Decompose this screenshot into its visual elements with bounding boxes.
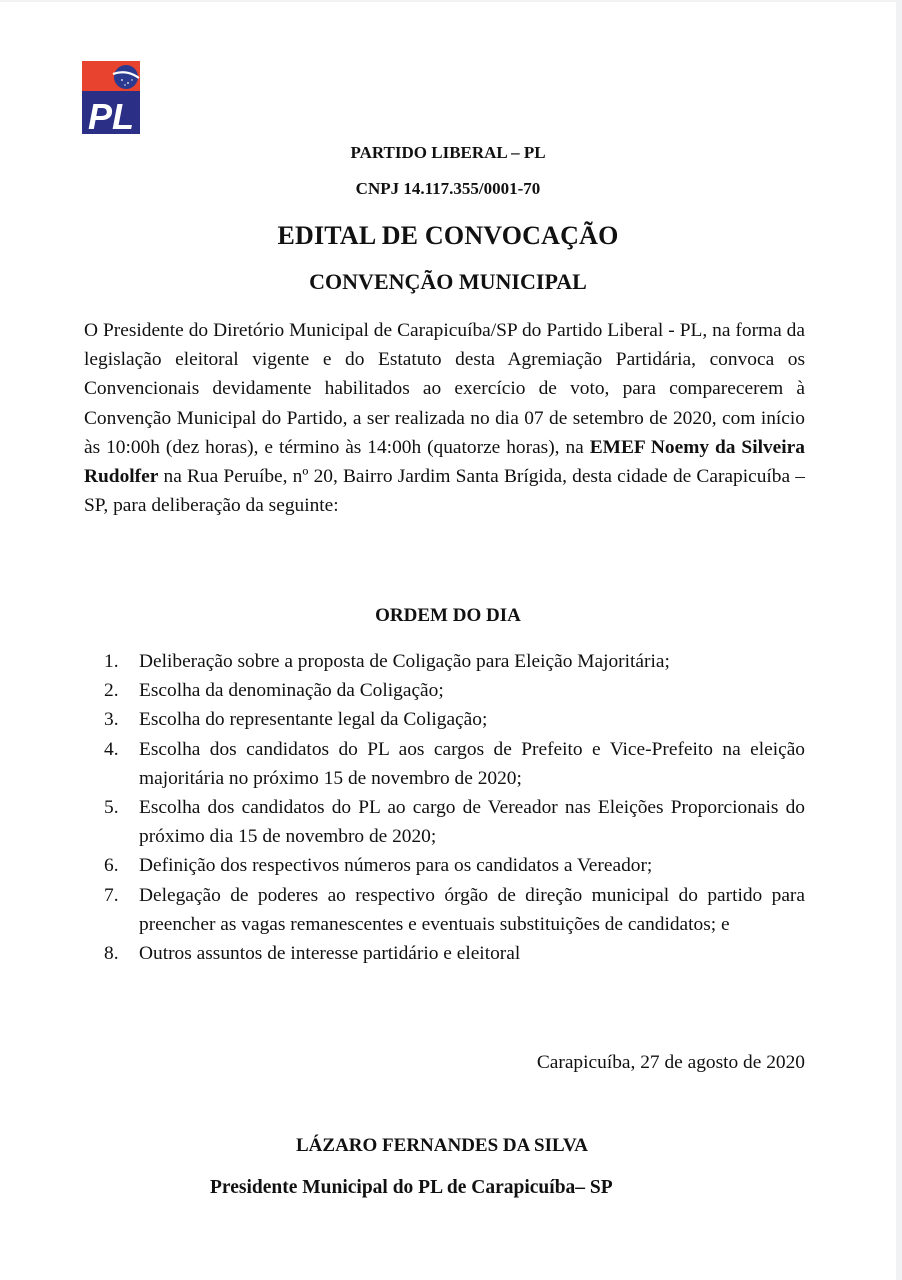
agenda-item (104, 851, 805, 880)
agenda-item-text: Definição dos respectivos números para os candidatos a Vereador; (139, 855, 653, 877)
agenda-title: ORDEM DO DIA (375, 605, 521, 626)
venue-name: EMEF Noemy da Silveira Rudolfer (84, 436, 805, 488)
agenda-item (104, 793, 805, 851)
document-title: EDITAL DE CONVOCAÇÃO (277, 221, 619, 250)
cnpj: CNPJ 14.117.355/0001-70 (355, 179, 541, 198)
agenda-item (104, 647, 805, 676)
paragraph-part-1: O Presidente do Diretório Municipal de Carapicuíba/SP do Partido Liberal - PL, na forma da legislação eleitoral vigente e do Estatuto desta Agremiação Partidária, convoca os Convencionais devidamente habilitados ao exercício de voto, para comparecerem à Convenção Municipal do Partido, a ser realizada no dia 07 de setembro de 2020, com início às 10:00h (dez horas), e término às 14:00h (quatorze horas), na (84, 320, 805, 458)
document-page (0, 2, 896, 1280)
agenda-item (104, 676, 805, 705)
signer-name: LÁZARO FERNANDES DA SILVA (296, 1135, 588, 1156)
agenda-item-number: 6. (104, 855, 119, 877)
agenda-item-text: Outros assuntos de interesse partidário e eleitoral (139, 943, 521, 965)
agenda-list (104, 647, 805, 968)
agenda-item-text: Delegação de poderes ao respectivo órgão de direção municipal do partido para preencher as vagas remanescentes e eventuais substituições de candidatos; e (139, 884, 805, 935)
agenda-item-number: 7. (104, 884, 119, 906)
document-subtitle: CONVENÇÃO MUNICIPAL (309, 269, 587, 294)
pl-logo-icon (82, 61, 140, 134)
agenda-item-number: 8. (104, 943, 119, 965)
paragraph-part-2: na Rua Peruíbe, nº 20, Bairro Jardim Santa Brígida, desta cidade de Carapicuíba – SP, para deliberação da seguinte: (84, 466, 805, 517)
agenda-item-number: 2. (104, 680, 119, 702)
agenda-item (104, 881, 805, 939)
agenda-item-text: Deliberação sobre a proposta de Coligação para Eleição Majoritária; (139, 651, 670, 672)
agenda-item-text: Escolha do representante legal da Coligação; (139, 709, 488, 731)
agenda-item-number: 3. (104, 709, 119, 731)
agenda-item (104, 939, 805, 968)
agenda-item-number: 1. (104, 651, 119, 672)
signer-role: Presidente Municipal do PL de Carapicuíba– SP (210, 1177, 613, 1198)
agenda-item-number: 4. (104, 738, 119, 760)
logo-lettering: PL (87, 96, 135, 134)
agenda-item (104, 735, 805, 793)
place-and-date: Carapicuíba, 27 de agosto de 2020 (536, 1052, 805, 1073)
convocation-paragraph (84, 316, 805, 520)
agenda-item-text: Escolha dos candidatos do PL aos cargos de Prefeito e Vice-Prefeito na eleição majoritária no próximo 15 de novembro de 2020; (139, 738, 805, 789)
agenda-item (104, 705, 805, 734)
party-name: PARTIDO LIBERAL – PL (350, 143, 546, 162)
agenda-item-text: Escolha da denominação da Coligação; (139, 680, 444, 702)
agenda-item-number: 5. (104, 797, 119, 819)
pl-party-logo (82, 61, 140, 134)
agenda-item-text: Escolha dos candidatos do PL ao cargo de Vereador nas Eleições Proporcionais do próximo dia 15 de novembro de 2020; (139, 797, 805, 848)
